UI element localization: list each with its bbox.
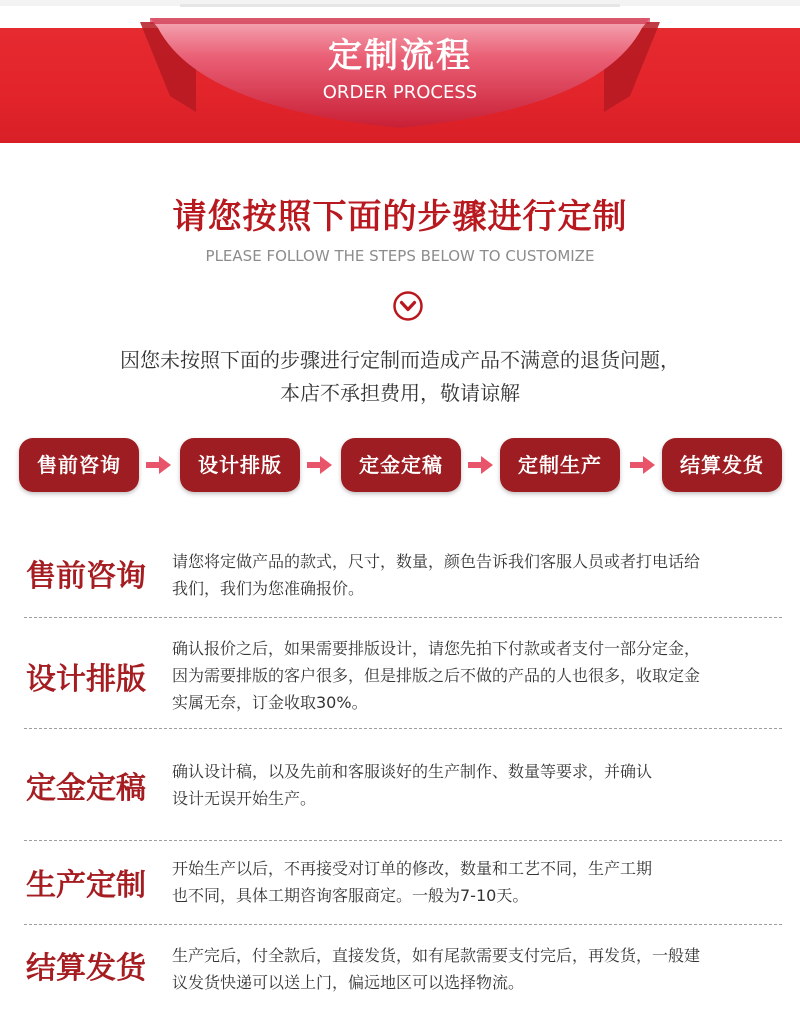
detail-description (172, 758, 784, 812)
detail-design (0, 632, 800, 727)
page-heading: 请您按照下面的步骤进行定制 (172, 197, 628, 237)
detail-line: 实属无奈，订金收取30%。 (172, 693, 368, 712)
detail-shipping (0, 941, 800, 1013)
divider (24, 840, 782, 841)
detail-description (172, 942, 784, 996)
detail-line: 也不同，具体工期咨询客服商定。一般为7-10天。 (172, 886, 529, 905)
detail-title: 生产定制 (26, 868, 146, 903)
detail-title: 售前咨询 (26, 559, 146, 594)
detail-title: 设计排版 (26, 662, 146, 697)
detail-line: 我们，我们为您准确报价。 (172, 579, 365, 598)
detail-line: 确认报价之后，如果需要排版设计，请您先拍下付款或者支付一部分定金， (172, 639, 701, 658)
detail-title: 定金定稿 (26, 771, 146, 806)
step-production: 定制生产 (500, 438, 620, 492)
detail-title: 结算发货 (26, 951, 146, 986)
process-steps (0, 438, 800, 494)
detail-description (172, 855, 784, 909)
detail-description (172, 548, 784, 602)
divider (24, 728, 782, 729)
step-consult: 售前咨询 (19, 438, 139, 492)
notice-line-2: 本店不承担费用，敬请谅解 (280, 381, 520, 405)
detail-line: 确认设计稿，以及先前和客服谈好的生产制作、数量等要求，并确认 (172, 762, 653, 781)
divider (24, 617, 782, 618)
arrow-right-icon (630, 455, 656, 475)
arrow-right-icon (307, 455, 333, 475)
page-heading-subtitle: PLEASE FOLLOW THE STEPS BELOW TO CUSTOMIZE (205, 247, 595, 265)
detail-description (172, 635, 784, 716)
arrow-right-icon (146, 455, 172, 475)
detail-line: 议发货快递可以送上门，偏远地区可以选择物流。 (172, 973, 525, 992)
arrow-right-icon (468, 455, 494, 475)
step-deposit: 定金定稿 (341, 438, 461, 492)
detail-line: 生产完后，付全款后，直接发货，如有尾款需要支付完后，再发货，一般建 (172, 946, 701, 965)
step-design: 设计排版 (180, 438, 300, 492)
banner-subtitle: ORDER PROCESS (322, 82, 478, 103)
detail-line: 开始生产以后，不再接受对订单的修改，数量和工艺不同，生产工期 (172, 859, 653, 878)
step-shipping: 结算发货 (662, 438, 782, 492)
notice-line-1: 因您未按照下面的步骤进行定制而造成产品不满意的退货问题， (120, 348, 680, 372)
detail-production (0, 854, 800, 926)
detail-line: 因为需要排版的客户很多，但是排版之后不做的产品的人也很多，收取定金 (172, 666, 701, 685)
detail-line: 请您将定做产品的款式，尺寸，数量，颜色告诉我们客服人员或者打电话给 (172, 552, 701, 571)
banner-title: 定制流程 (328, 36, 472, 76)
detail-line: 设计无误开始生产。 (172, 789, 317, 808)
detail-consult (0, 545, 800, 617)
divider (24, 924, 782, 925)
header-banner (0, 0, 800, 143)
chevron-down-circle-icon (392, 290, 424, 322)
notice-text (0, 344, 800, 410)
detail-deposit (0, 757, 800, 829)
